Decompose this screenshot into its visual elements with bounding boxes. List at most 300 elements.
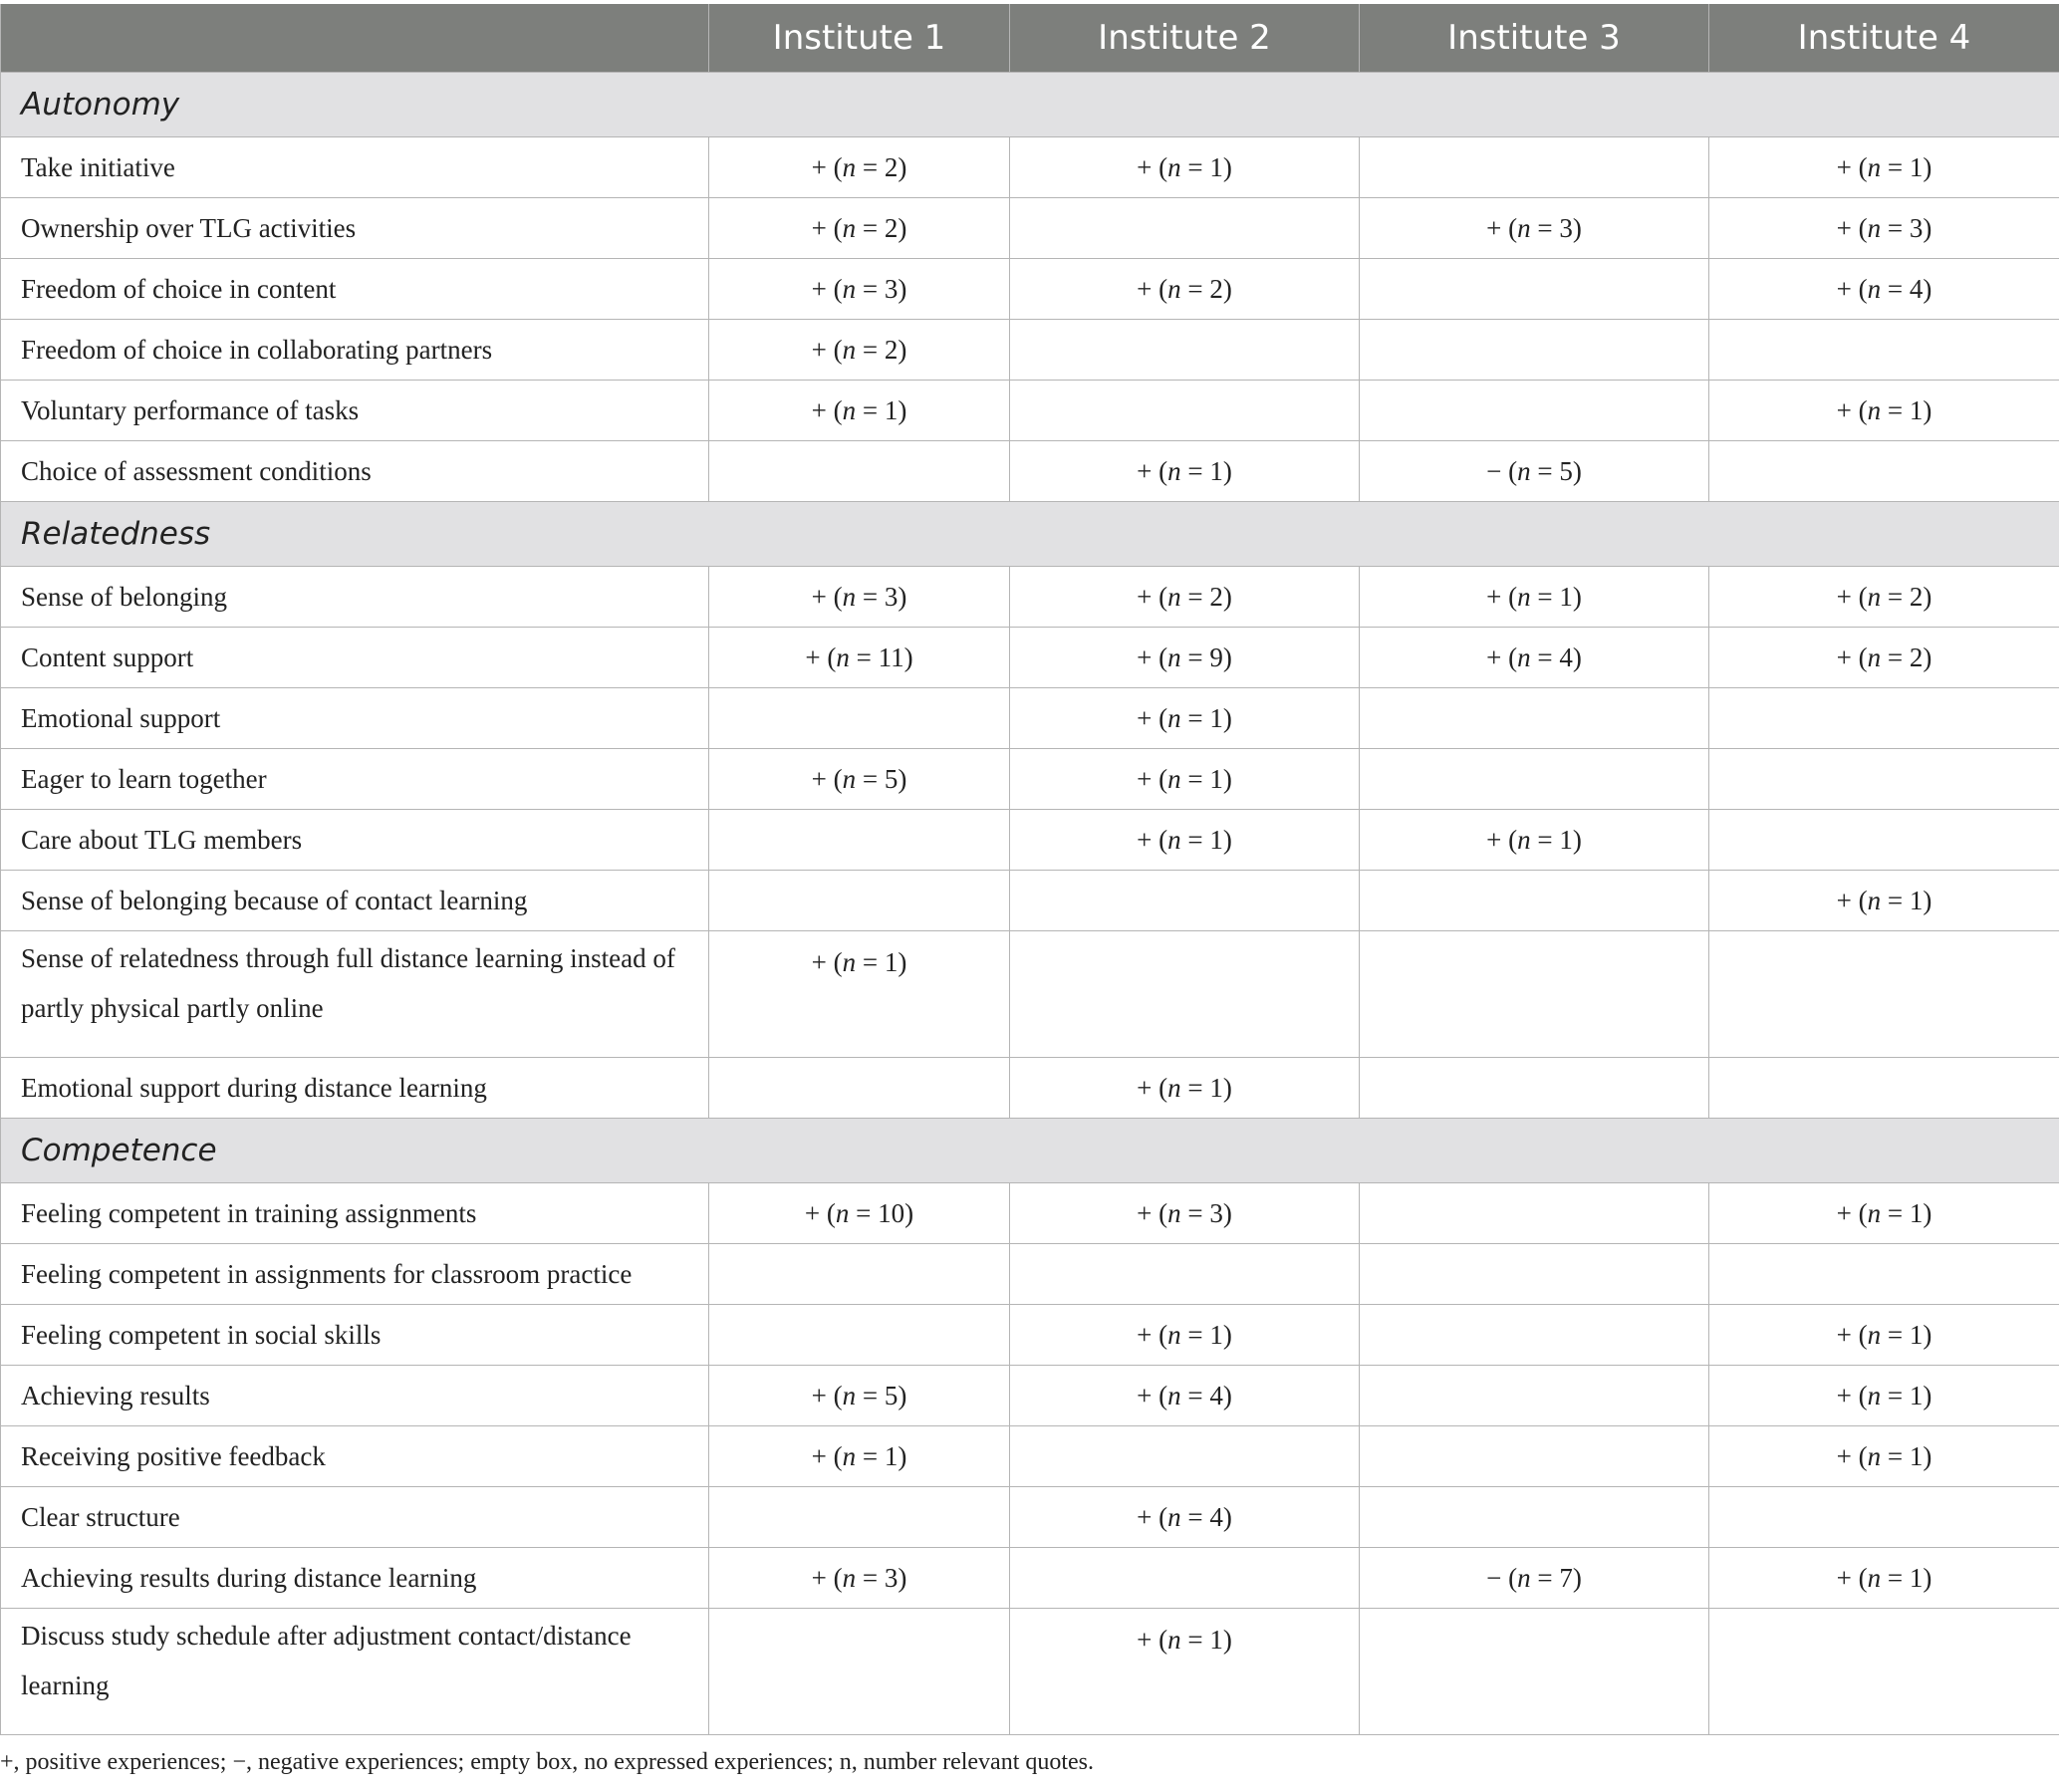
count-close: ) bbox=[903, 641, 913, 672]
table-row bbox=[1, 320, 2059, 381]
quote-count: 3 bbox=[1559, 212, 1573, 243]
experience-sign: + bbox=[1137, 641, 1153, 672]
n-symbol: n bbox=[842, 151, 857, 182]
cell-institute-1 bbox=[709, 381, 1010, 441]
equals-sign: = bbox=[1881, 151, 1910, 182]
equals-sign: = bbox=[1881, 1197, 1910, 1228]
row-label: Sense of belonging because of contact learning bbox=[1, 871, 709, 931]
cell-institute-3 bbox=[1360, 1426, 1709, 1487]
table-row bbox=[1, 441, 2059, 502]
count-close: ) bbox=[898, 1380, 907, 1410]
section-title: Relatedness bbox=[1, 502, 2059, 567]
header-institute-1: Institute 1 bbox=[709, 4, 1010, 73]
experience-sign: + bbox=[811, 1440, 827, 1471]
n-symbol: n bbox=[1167, 455, 1181, 486]
cell-institute-1 bbox=[709, 1244, 1010, 1305]
cell-institute-3 bbox=[1360, 1244, 1709, 1305]
row-label: Voluntary performance of tasks bbox=[1, 381, 709, 441]
count-open: ( bbox=[1152, 1501, 1168, 1532]
count-close: ) bbox=[898, 947, 907, 977]
cell-institute-2 bbox=[1010, 567, 1360, 628]
experience-sign: + bbox=[1137, 1072, 1153, 1103]
equals-sign: = bbox=[1180, 1380, 1210, 1410]
cell-institute-2 bbox=[1010, 871, 1360, 931]
table-row bbox=[1, 1426, 2059, 1487]
quote-count: 3 bbox=[1209, 1197, 1223, 1228]
n-symbol: n bbox=[1867, 641, 1882, 672]
cell-institute-2 bbox=[1010, 381, 1360, 441]
cell-institute-1 bbox=[709, 1305, 1010, 1366]
cell-institute-3 bbox=[1360, 381, 1709, 441]
experience-sign: + bbox=[1137, 1380, 1153, 1410]
count-open: ( bbox=[1851, 394, 1868, 425]
count-open: ( bbox=[1501, 641, 1518, 672]
table-row bbox=[1, 1183, 2059, 1244]
section-title: Competence bbox=[1, 1119, 2059, 1183]
cell-institute-1 bbox=[709, 1609, 1010, 1735]
experience-sign: + bbox=[811, 394, 827, 425]
cell-institute-3 bbox=[1360, 441, 1709, 502]
count-open: ( bbox=[1152, 273, 1168, 304]
count-open: ( bbox=[1851, 1380, 1868, 1410]
cell-institute-2 bbox=[1010, 749, 1360, 810]
cell-institute-1 bbox=[709, 1426, 1010, 1487]
cell-institute-4 bbox=[1709, 1366, 2059, 1426]
n-symbol: n bbox=[1167, 1625, 1181, 1655]
equals-sign: = bbox=[1881, 1562, 1910, 1593]
cell-institute-2 bbox=[1010, 1548, 1360, 1609]
section-title: Autonomy bbox=[1, 73, 2059, 137]
row-label: Ownership over TLG activities bbox=[1, 198, 709, 259]
count-close: ) bbox=[1222, 273, 1232, 304]
equals-sign: = bbox=[856, 212, 885, 243]
cell-institute-1 bbox=[709, 749, 1010, 810]
quote-count: 1 bbox=[1909, 885, 1924, 915]
row-label: Clear structure bbox=[1, 1487, 709, 1548]
count-open: ( bbox=[826, 947, 843, 977]
count-close: ) bbox=[898, 212, 907, 243]
quote-count: 5 bbox=[884, 1380, 899, 1410]
equals-sign: = bbox=[856, 151, 885, 182]
count-open: ( bbox=[1851, 581, 1868, 612]
equals-sign: = bbox=[1180, 581, 1210, 612]
n-symbol: n bbox=[1867, 885, 1882, 915]
n-symbol: n bbox=[835, 1197, 850, 1228]
count-open: ( bbox=[826, 394, 843, 425]
experience-sign: + bbox=[1137, 151, 1153, 182]
cell-institute-3 bbox=[1360, 1609, 1709, 1735]
cell-institute-2 bbox=[1010, 1609, 1360, 1735]
count-open: ( bbox=[1851, 212, 1868, 243]
experience-sign: + bbox=[1836, 581, 1852, 612]
header-empty bbox=[1, 4, 709, 73]
count-open: ( bbox=[1851, 151, 1868, 182]
count-open: ( bbox=[1152, 824, 1168, 855]
quote-count: 1 bbox=[884, 1440, 899, 1471]
count-close: ) bbox=[1572, 641, 1582, 672]
cell-institute-2 bbox=[1010, 688, 1360, 749]
quote-count: 1 bbox=[1209, 151, 1223, 182]
cell-institute-4 bbox=[1709, 1487, 2059, 1548]
equals-sign: = bbox=[856, 273, 885, 304]
n-symbol: n bbox=[1867, 1197, 1882, 1228]
n-symbol: n bbox=[836, 641, 850, 672]
equals-sign: = bbox=[1530, 455, 1560, 486]
count-open: ( bbox=[820, 641, 837, 672]
count-close: ) bbox=[1923, 885, 1932, 915]
experience-sign: + bbox=[1486, 824, 1502, 855]
count-close: ) bbox=[1222, 1197, 1232, 1228]
n-symbol: n bbox=[842, 1562, 857, 1593]
count-close: ) bbox=[1923, 394, 1932, 425]
cell-institute-1 bbox=[709, 810, 1010, 871]
n-symbol: n bbox=[1167, 273, 1181, 304]
n-symbol: n bbox=[1867, 1319, 1882, 1350]
cell-institute-4 bbox=[1709, 198, 2059, 259]
n-symbol: n bbox=[1867, 1440, 1882, 1471]
cell-institute-2 bbox=[1010, 931, 1360, 1058]
equals-sign: = bbox=[849, 641, 879, 672]
equals-sign: = bbox=[856, 947, 885, 977]
table-row bbox=[1, 567, 2059, 628]
cell-institute-2 bbox=[1010, 137, 1360, 198]
count-open: ( bbox=[826, 1440, 843, 1471]
cell-institute-4 bbox=[1709, 1548, 2059, 1609]
experience-sign: + bbox=[811, 334, 827, 365]
count-open: ( bbox=[1152, 1197, 1168, 1228]
row-label: Content support bbox=[1, 628, 709, 688]
experience-sign: + bbox=[1836, 394, 1852, 425]
row-label: Care about TLG members bbox=[1, 810, 709, 871]
cell-institute-3 bbox=[1360, 567, 1709, 628]
experience-sign: + bbox=[805, 641, 821, 672]
quote-count: 3 bbox=[884, 1562, 899, 1593]
cell-institute-4 bbox=[1709, 381, 2059, 441]
count-close: ) bbox=[898, 334, 907, 365]
cell-institute-4 bbox=[1709, 1305, 2059, 1366]
experience-sign: + bbox=[1836, 641, 1852, 672]
cell-institute-4 bbox=[1709, 688, 2059, 749]
equals-sign: = bbox=[1881, 885, 1910, 915]
equals-sign: = bbox=[1530, 641, 1560, 672]
equals-sign: = bbox=[1180, 1625, 1210, 1655]
quote-count: 3 bbox=[1909, 212, 1924, 243]
quote-count: 1 bbox=[1909, 1380, 1924, 1410]
table-row bbox=[1, 198, 2059, 259]
quote-count: 1 bbox=[1209, 1319, 1223, 1350]
count-close: ) bbox=[1572, 581, 1582, 612]
experience-sign: + bbox=[1137, 824, 1153, 855]
cell-institute-1 bbox=[709, 1548, 1010, 1609]
experience-sign: + bbox=[804, 1197, 821, 1228]
cell-institute-2 bbox=[1010, 259, 1360, 320]
quote-count: 10 bbox=[878, 1197, 905, 1228]
count-close: ) bbox=[1222, 641, 1232, 672]
count-close: ) bbox=[1923, 641, 1932, 672]
experience-sign: + bbox=[1486, 641, 1502, 672]
count-open: ( bbox=[820, 1197, 836, 1228]
experience-sign: + bbox=[811, 151, 827, 182]
equals-sign: = bbox=[1180, 1319, 1210, 1350]
equals-sign: = bbox=[1530, 824, 1560, 855]
experience-sign: + bbox=[1137, 273, 1153, 304]
quote-count: 2 bbox=[884, 334, 899, 365]
count-open: ( bbox=[826, 334, 843, 365]
n-symbol: n bbox=[842, 1440, 857, 1471]
count-open: ( bbox=[1152, 581, 1168, 612]
row-label: Feeling competent in social skills bbox=[1, 1305, 709, 1366]
cell-institute-2 bbox=[1010, 1183, 1360, 1244]
n-symbol: n bbox=[1517, 641, 1531, 672]
n-symbol: n bbox=[842, 763, 857, 794]
experience-sign: + bbox=[1836, 151, 1852, 182]
cell-institute-1 bbox=[709, 1487, 1010, 1548]
cell-institute-4 bbox=[1709, 628, 2059, 688]
cell-institute-1 bbox=[709, 688, 1010, 749]
cell-institute-1 bbox=[709, 198, 1010, 259]
section-row-competence bbox=[1, 1119, 2059, 1183]
n-symbol: n bbox=[1517, 581, 1531, 612]
cell-institute-3 bbox=[1360, 1366, 1709, 1426]
results-table-container bbox=[0, 4, 2059, 1735]
experience-sign: + bbox=[811, 1562, 827, 1593]
count-open: ( bbox=[1851, 1440, 1868, 1471]
experience-sign: + bbox=[1836, 1197, 1852, 1228]
equals-sign: = bbox=[1180, 273, 1210, 304]
n-symbol: n bbox=[1167, 824, 1181, 855]
cell-institute-4 bbox=[1709, 1183, 2059, 1244]
quote-count: 4 bbox=[1209, 1501, 1223, 1532]
cell-institute-2 bbox=[1010, 628, 1360, 688]
cell-institute-4 bbox=[1709, 441, 2059, 502]
experience-sign: + bbox=[1137, 455, 1153, 486]
quote-count: 4 bbox=[1909, 273, 1924, 304]
cell-institute-3 bbox=[1360, 628, 1709, 688]
equals-sign: = bbox=[1180, 763, 1210, 794]
count-close: ) bbox=[1572, 455, 1582, 486]
quote-count: 7 bbox=[1559, 1562, 1573, 1593]
n-symbol: n bbox=[842, 334, 857, 365]
count-close: ) bbox=[1222, 581, 1232, 612]
table-row bbox=[1, 749, 2059, 810]
count-close: ) bbox=[1923, 581, 1932, 612]
quote-count: 1 bbox=[1909, 1197, 1924, 1228]
row-label: Freedom of choice in content bbox=[1, 259, 709, 320]
row-label: Sense of belonging bbox=[1, 567, 709, 628]
quote-count: 2 bbox=[884, 212, 899, 243]
count-close: ) bbox=[898, 1562, 907, 1593]
table-footnote: +, positive experiences; −, negative experiences; empty box, no expressed experiences; n, number relevant quotes. bbox=[0, 1749, 1095, 1775]
cell-institute-3 bbox=[1360, 931, 1709, 1058]
cell-institute-4 bbox=[1709, 320, 2059, 381]
table-body bbox=[1, 73, 2059, 1735]
row-label: Emotional support bbox=[1, 688, 709, 749]
quote-count: 1 bbox=[1209, 702, 1223, 733]
table-row bbox=[1, 1305, 2059, 1366]
experience-sign: + bbox=[811, 1380, 827, 1410]
count-close: ) bbox=[1222, 1319, 1232, 1350]
n-symbol: n bbox=[842, 273, 857, 304]
cell-institute-2 bbox=[1010, 1244, 1360, 1305]
equals-sign: = bbox=[1530, 212, 1560, 243]
n-symbol: n bbox=[1167, 641, 1181, 672]
table-row bbox=[1, 1487, 2059, 1548]
equals-sign: = bbox=[1881, 1319, 1910, 1350]
n-symbol: n bbox=[1167, 1197, 1181, 1228]
count-open: ( bbox=[826, 273, 843, 304]
count-open: ( bbox=[1851, 641, 1868, 672]
count-open: ( bbox=[1851, 1562, 1868, 1593]
count-open: ( bbox=[826, 763, 843, 794]
table-row bbox=[1, 871, 2059, 931]
row-label: Emotional support during distance learning bbox=[1, 1058, 709, 1119]
n-symbol: n bbox=[842, 947, 857, 977]
count-open: ( bbox=[1851, 273, 1868, 304]
equals-sign: = bbox=[1881, 581, 1910, 612]
count-close: ) bbox=[1923, 151, 1932, 182]
cell-institute-3 bbox=[1360, 1058, 1709, 1119]
n-symbol: n bbox=[1167, 581, 1181, 612]
equals-sign: = bbox=[856, 1440, 885, 1471]
quote-count: 1 bbox=[884, 394, 899, 425]
equals-sign: = bbox=[1881, 1380, 1910, 1410]
cell-institute-4 bbox=[1709, 871, 2059, 931]
equals-sign: = bbox=[1180, 151, 1210, 182]
row-label: Achieving results bbox=[1, 1366, 709, 1426]
count-close: ) bbox=[1923, 1380, 1932, 1410]
quote-count: 1 bbox=[1209, 763, 1223, 794]
cell-institute-4 bbox=[1709, 567, 2059, 628]
cell-institute-3 bbox=[1360, 320, 1709, 381]
quote-count: 1 bbox=[1559, 824, 1573, 855]
equals-sign: = bbox=[856, 1562, 885, 1593]
quote-count: 1 bbox=[1209, 455, 1223, 486]
experience-sign: + bbox=[1137, 581, 1153, 612]
count-close: ) bbox=[1222, 1380, 1232, 1410]
equals-sign: = bbox=[849, 1197, 879, 1228]
experience-sign: + bbox=[811, 273, 827, 304]
quote-count: 1 bbox=[1209, 1072, 1223, 1103]
n-symbol: n bbox=[842, 394, 857, 425]
count-close: ) bbox=[898, 763, 907, 794]
cell-institute-3 bbox=[1360, 810, 1709, 871]
header-institute-4: Institute 4 bbox=[1709, 4, 2059, 73]
n-symbol: n bbox=[1167, 763, 1181, 794]
count-close: ) bbox=[1923, 1197, 1932, 1228]
cell-institute-3 bbox=[1360, 749, 1709, 810]
count-close: ) bbox=[1222, 702, 1232, 733]
n-symbol: n bbox=[1517, 455, 1531, 486]
count-close: ) bbox=[1222, 763, 1232, 794]
header-institute-3: Institute 3 bbox=[1360, 4, 1709, 73]
cell-institute-1 bbox=[709, 441, 1010, 502]
quote-count: 5 bbox=[884, 763, 899, 794]
count-open: ( bbox=[826, 581, 843, 612]
equals-sign: = bbox=[1180, 1501, 1210, 1532]
experience-sign: + bbox=[1836, 1440, 1852, 1471]
count-close: ) bbox=[1572, 212, 1582, 243]
table-row bbox=[1, 931, 2059, 1058]
equals-sign: = bbox=[856, 334, 885, 365]
table-row bbox=[1, 1058, 2059, 1119]
quote-count: 2 bbox=[1209, 581, 1223, 612]
cell-institute-2 bbox=[1010, 198, 1360, 259]
table-row bbox=[1, 259, 2059, 320]
quote-count: 2 bbox=[884, 151, 899, 182]
cell-institute-3 bbox=[1360, 259, 1709, 320]
row-label: Receiving positive feedback bbox=[1, 1426, 709, 1487]
cell-institute-1 bbox=[709, 1366, 1010, 1426]
row-label: Choice of assessment conditions bbox=[1, 441, 709, 502]
experience-sign: + bbox=[1486, 581, 1502, 612]
count-close: ) bbox=[1222, 1501, 1232, 1532]
cell-institute-3 bbox=[1360, 1183, 1709, 1244]
count-open: ( bbox=[1501, 455, 1518, 486]
equals-sign: = bbox=[1180, 641, 1210, 672]
equals-sign: = bbox=[1881, 212, 1910, 243]
cell-institute-1 bbox=[709, 1058, 1010, 1119]
count-close: ) bbox=[898, 581, 907, 612]
experience-sign: + bbox=[1836, 1380, 1852, 1410]
experience-sign: + bbox=[1486, 212, 1502, 243]
table-row bbox=[1, 1548, 2059, 1609]
count-open: ( bbox=[1851, 885, 1868, 915]
experience-sign: + bbox=[1836, 885, 1852, 915]
quote-count: 2 bbox=[1909, 581, 1924, 612]
cell-institute-1 bbox=[709, 628, 1010, 688]
equals-sign: = bbox=[856, 763, 885, 794]
cell-institute-1 bbox=[709, 567, 1010, 628]
cell-institute-3 bbox=[1360, 688, 1709, 749]
count-open: ( bbox=[1501, 824, 1518, 855]
experience-sign: + bbox=[1137, 1501, 1153, 1532]
count-close: ) bbox=[898, 273, 907, 304]
table-row bbox=[1, 688, 2059, 749]
n-symbol: n bbox=[1867, 212, 1882, 243]
row-label: Sense of relatedness through full distance learning instead of partly physical partly online bbox=[1, 931, 709, 1058]
count-close: ) bbox=[1222, 1625, 1232, 1655]
equals-sign: = bbox=[856, 394, 885, 425]
equals-sign: = bbox=[1180, 1072, 1210, 1103]
count-close: ) bbox=[1572, 1562, 1582, 1593]
n-symbol: n bbox=[1167, 1072, 1181, 1103]
cell-institute-3 bbox=[1360, 137, 1709, 198]
quote-count: 1 bbox=[1909, 1562, 1924, 1593]
row-label: Feeling competent in training assignments bbox=[1, 1183, 709, 1244]
count-open: ( bbox=[826, 1562, 843, 1593]
equals-sign: = bbox=[1180, 455, 1210, 486]
table-row bbox=[1, 381, 2059, 441]
n-symbol: n bbox=[842, 212, 857, 243]
cell-institute-3 bbox=[1360, 871, 1709, 931]
cell-institute-1 bbox=[709, 1183, 1010, 1244]
experience-sign: + bbox=[811, 212, 827, 243]
n-symbol: n bbox=[1867, 151, 1882, 182]
count-close: ) bbox=[898, 394, 907, 425]
count-close: ) bbox=[1923, 273, 1932, 304]
results-table bbox=[0, 4, 2059, 1735]
equals-sign: = bbox=[856, 581, 885, 612]
count-close: ) bbox=[1222, 1072, 1232, 1103]
experience-sign: + bbox=[1137, 1197, 1153, 1228]
n-symbol: n bbox=[842, 1380, 857, 1410]
quote-count: 1 bbox=[1209, 824, 1223, 855]
cell-institute-2 bbox=[1010, 1305, 1360, 1366]
n-symbol: n bbox=[1517, 212, 1531, 243]
table-row bbox=[1, 1366, 2059, 1426]
n-symbol: n bbox=[1517, 824, 1531, 855]
table-row bbox=[1, 1244, 2059, 1305]
